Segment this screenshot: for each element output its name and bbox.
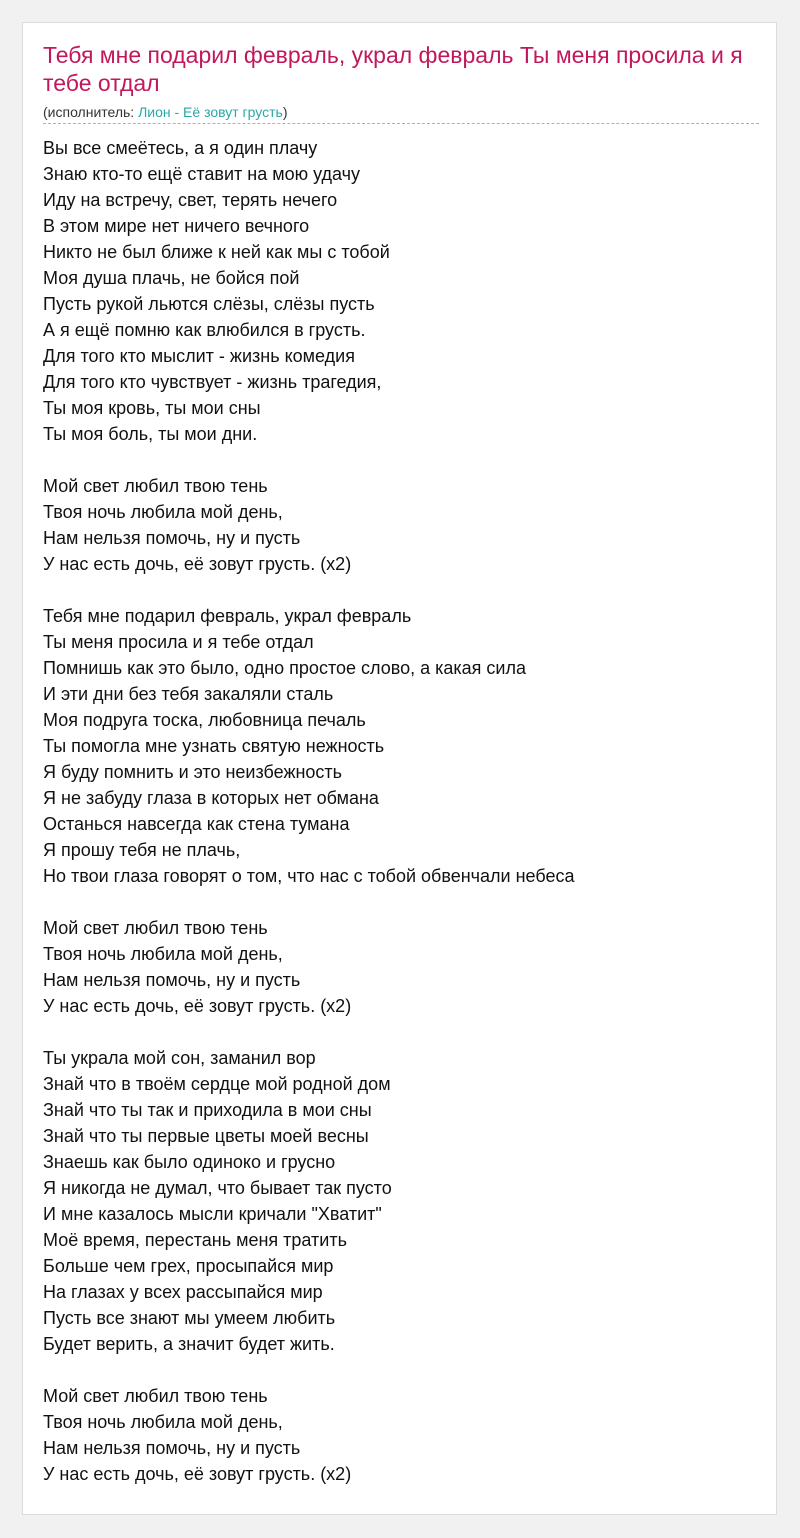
lyric-line: Моя душа плачь, не бойся пой: [43, 268, 300, 288]
lyric-line: Нам нельзя помочь, ну и пусть: [43, 1438, 301, 1458]
artist-close-paren: ): [282, 104, 288, 120]
lyric-line: Знай что ты первые цветы моей весны: [43, 1126, 369, 1146]
artist-label: исполнитель:: [47, 104, 139, 120]
stanza-gap: [43, 1357, 759, 1383]
lyric-line: Пусть все знают мы умеем любить: [43, 1308, 336, 1328]
lyric-line: У нас есть дочь, её зовут грусть. (x2): [43, 554, 352, 574]
artist-open-paren: (: [43, 104, 48, 120]
lyric-line: Будет верить, а значит будет жить.: [43, 1334, 335, 1354]
lyric-line: Ты украла мой сон, заманил вор: [43, 1048, 316, 1068]
lyric-line: У нас есть дочь, её зовут грусть. (x2): [43, 1464, 352, 1484]
lyric-line: И эти дни без тебя закаляли сталь: [43, 684, 334, 704]
lyric-line: Я никогда не думал, что бывает так пусто: [43, 1178, 392, 1198]
lyric-line: Для того кто мыслит - жизнь комедия: [43, 346, 355, 366]
lyric-line: И мне казалось мысли кричали "Хватит": [43, 1204, 382, 1224]
lyric-line: Больше чем грех, просыпайся мир: [43, 1256, 334, 1276]
lyric-line: Знаешь как было одиноко и грусно: [43, 1152, 336, 1172]
stanza-gap: [43, 447, 759, 473]
lyric-line: Я буду помнить и это неизбежность: [43, 762, 343, 782]
lyrics-card: [22, 22, 777, 1515]
lyric-line: На глазах у всех рассыпайся мир: [43, 1282, 323, 1302]
lyric-line: Для того кто чувствует - жизнь трагедия,: [43, 372, 382, 392]
stanza-gap: [43, 1019, 759, 1045]
lyric-line: Иду на встречу, свет, терять нечего: [43, 190, 338, 210]
artist-line: [43, 103, 288, 121]
stanza-gap: [43, 889, 759, 915]
lyric-line: Пусть рукой льются слёзы, слёзы пусть: [43, 294, 375, 314]
lyric-line: Помнишь как это было, одно простое слово, а какая сила: [43, 658, 526, 678]
lyric-line: Ты помогла мне узнать святую нежность: [43, 736, 385, 756]
lyric-line: Останься навсегда как стена тумана: [43, 814, 350, 834]
lyric-line: Моё время, перестань меня тратить: [43, 1230, 347, 1250]
lyric-line: Мой свет любил твою тень: [43, 476, 268, 496]
lyric-line: Знай что ты так и приходила в мои сны: [43, 1100, 372, 1120]
lyric-line: Тебя мне подарил февраль, украл февраль: [43, 606, 412, 626]
lyric-line: Нам нельзя помочь, ну и пусть: [43, 528, 301, 548]
lyric-line: Мой свет любил твою тень: [43, 1386, 268, 1406]
lyric-line: Никто не был ближе к ней как мы с тобой: [43, 242, 390, 262]
lyric-line: Твоя ночь любила мой день,: [43, 502, 283, 522]
lyric-line: Ты моя боль, ты мои дни.: [43, 424, 258, 444]
lyric-line: Вы все смеётесь, а я один плачу: [43, 138, 318, 158]
lyric-line: Знай что в твоём сердце мой родной дом: [43, 1074, 391, 1094]
lyric-line: Мой свет любил твою тень: [43, 918, 268, 938]
lyric-line: Нам нельзя помочь, ну и пусть: [43, 970, 301, 990]
lyric-line: Знаю кто-то ещё ставит на мою удачу: [43, 164, 360, 184]
lyric-line: Но твои глаза говорят о том, что нас с тобой обвенчали небеса: [43, 866, 575, 886]
lyric-line: Я прошу тебя не плачь,: [43, 840, 241, 860]
lyric-line: Моя подруга тоска, любовница печаль: [43, 710, 366, 730]
song-title: Тебя мне подарил февраль, украл февраль Ты меня просила и я тебе отдал: [43, 42, 743, 96]
lyric-line: Твоя ночь любила мой день,: [43, 1412, 283, 1432]
artist-link[interactable]: Лион - Её зовут грусть: [138, 104, 283, 120]
lyric-line: Ты меня просила и я тебе отдал: [43, 632, 314, 652]
lyric-line: В этом мире нет ничего вечного: [43, 216, 310, 236]
lyric-line: У нас есть дочь, её зовут грусть. (x2): [43, 996, 352, 1016]
lyrics-body: [43, 135, 759, 1487]
lyric-line: Ты моя кровь, ты мои сны: [43, 398, 261, 418]
lyric-line: А я ещё помню как влюбился в грусть.: [43, 320, 366, 340]
stanza-gap: [43, 577, 759, 603]
title-divider: [43, 123, 759, 124]
lyric-line: Твоя ночь любила мой день,: [43, 944, 283, 964]
lyric-line: Я не забуду глаза в которых нет обмана: [43, 788, 379, 808]
